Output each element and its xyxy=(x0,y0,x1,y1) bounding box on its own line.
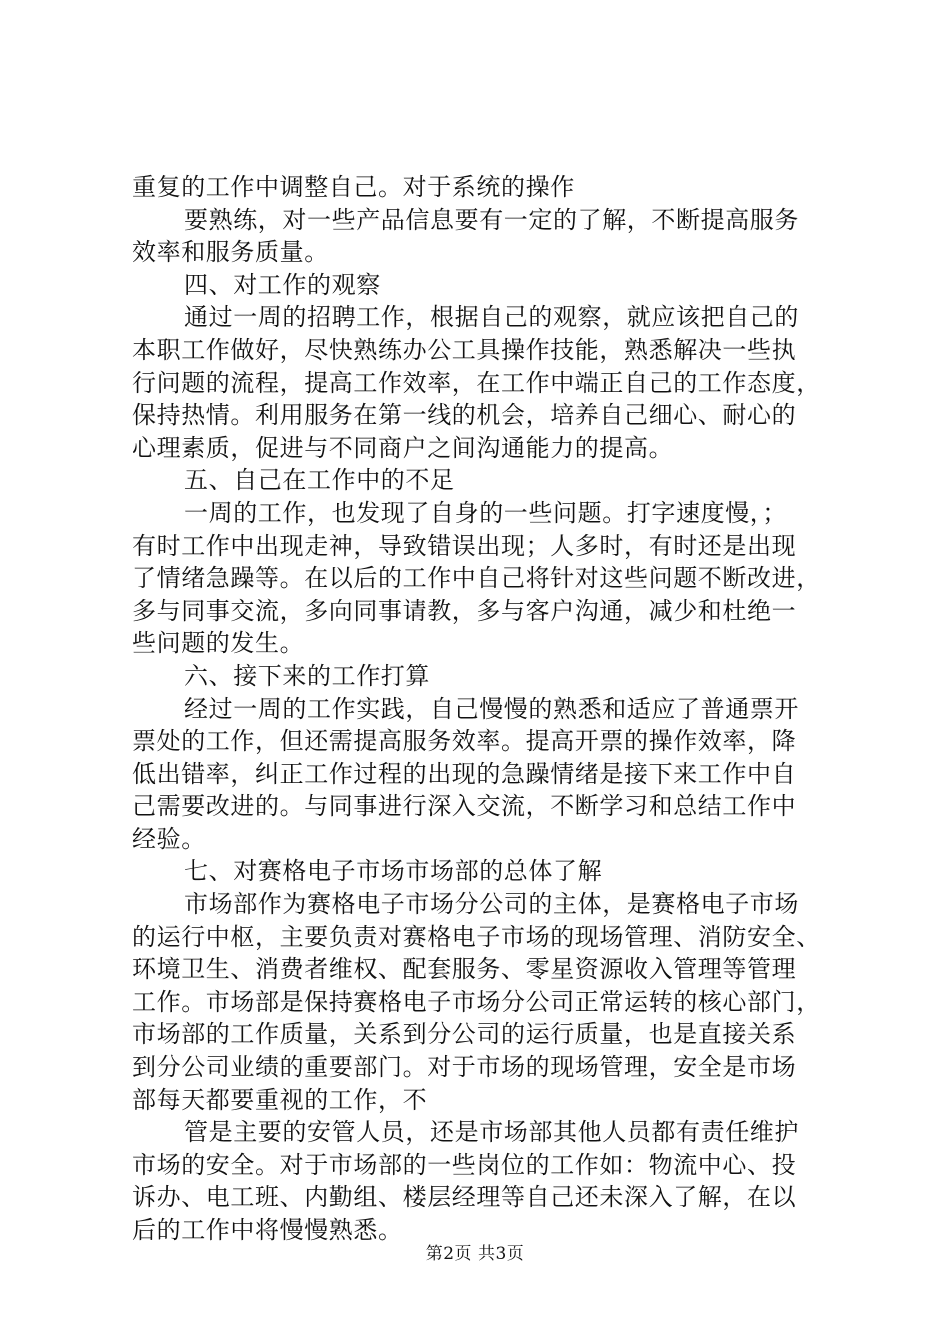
text-line: 重复的工作中调整自己。对于系统的操作 xyxy=(132,173,575,201)
text-line: 些问题的发生。 xyxy=(132,629,305,658)
text-line: 五、自己在工作中的不足 xyxy=(184,466,455,495)
text-line: 市场的安全。对于市场部的一些岗位的工作如：物流中心、投 xyxy=(132,1150,797,1179)
text-line: 环境卫生、消费者维权、配套服务、零星资源收入管理等管理 xyxy=(132,955,797,984)
text-line: 有时工作中出现走神，导致错误出现；人多时，有时还是出现 xyxy=(132,531,797,560)
text-line: 工作。市场部是保持赛格电子市场分公司正常运转的核心部门， xyxy=(132,987,821,1016)
text-line: 本职工作做好，尽快熟练办公工具操作技能，熟悉解决一些执 xyxy=(132,335,797,364)
text-line: 诉办、电工班、内勤组、楼层经理等自己还未深入了解，在以 xyxy=(132,1183,797,1212)
text-line: 后的工作中将慢慢熟悉。 xyxy=(132,1216,403,1244)
text-line: 要熟练，对一些产品信息要有一定的了解，不断提高服务 xyxy=(184,205,799,234)
text-line: 的运行中枢，主要负责对赛格电子市场的现场管理、消防安全、 xyxy=(132,922,821,951)
text-line: 到分公司业绩的重要部门。对于市场的现场管理，安全是市场 xyxy=(132,1053,797,1082)
text-line: 六、接下来的工作打算 xyxy=(184,661,430,690)
text-line: 了情绪急躁等。在以后的工作中自己将针对这些问题不断改进， xyxy=(132,564,821,593)
document-body xyxy=(132,171,832,1247)
text-line: 低出错率，纠正工作过程的出现的急躁情绪是接下来工作中自 xyxy=(132,759,797,788)
text-line: 一周的工作，也发现了自身的一些问题。打字速度慢，； xyxy=(184,498,787,527)
text-line: 心理素质，促进与不同商户之间沟通能力的提高。 xyxy=(132,433,674,462)
text-line: 四、对工作的观察 xyxy=(184,270,381,299)
page-footer: 第2页 共3页 xyxy=(425,1244,525,1264)
text-line: 七、对赛格电子市场市场部的总体了解 xyxy=(184,857,603,886)
text-line: 行问题的流程，提高工作效率，在工作中端正自己的工作态度， xyxy=(132,368,821,397)
text-line: 部每天都要重视的工作，不 xyxy=(132,1085,428,1114)
text-line: 经验。 xyxy=(132,824,206,853)
text-line: 效率和服务质量。 xyxy=(132,238,329,267)
text-line: 己需要改进的。与同事进行深入交流，不断学习和总结工作中 xyxy=(132,792,797,821)
text-line: 多与同事交流，多向同事请教，多与客户沟通，减少和杜绝一 xyxy=(132,596,797,625)
text-line: 通过一周的招聘工作，根据自己的观察，就应该把自己的 xyxy=(184,303,799,332)
text-line: 票处的工作，但还需提高服务效率。提高开票的操作效率，降 xyxy=(132,727,797,756)
text-line: 市场部作为赛格电子市场分公司的主体，是赛格电子市场 xyxy=(184,890,799,919)
text-line: 管是主要的安管人员，还是市场部其他人员都有责任维护 xyxy=(184,1118,799,1147)
text-line: 市场部的工作质量，关系到分公司的运行质量，也是直接关系 xyxy=(132,1020,797,1049)
text-line: 经过一周的工作实践，自己慢慢的熟悉和适应了普通票开 xyxy=(184,694,799,723)
text-line: 保持热情。利用服务在第一线的机会，培养自己细心、耐心的 xyxy=(132,401,797,430)
